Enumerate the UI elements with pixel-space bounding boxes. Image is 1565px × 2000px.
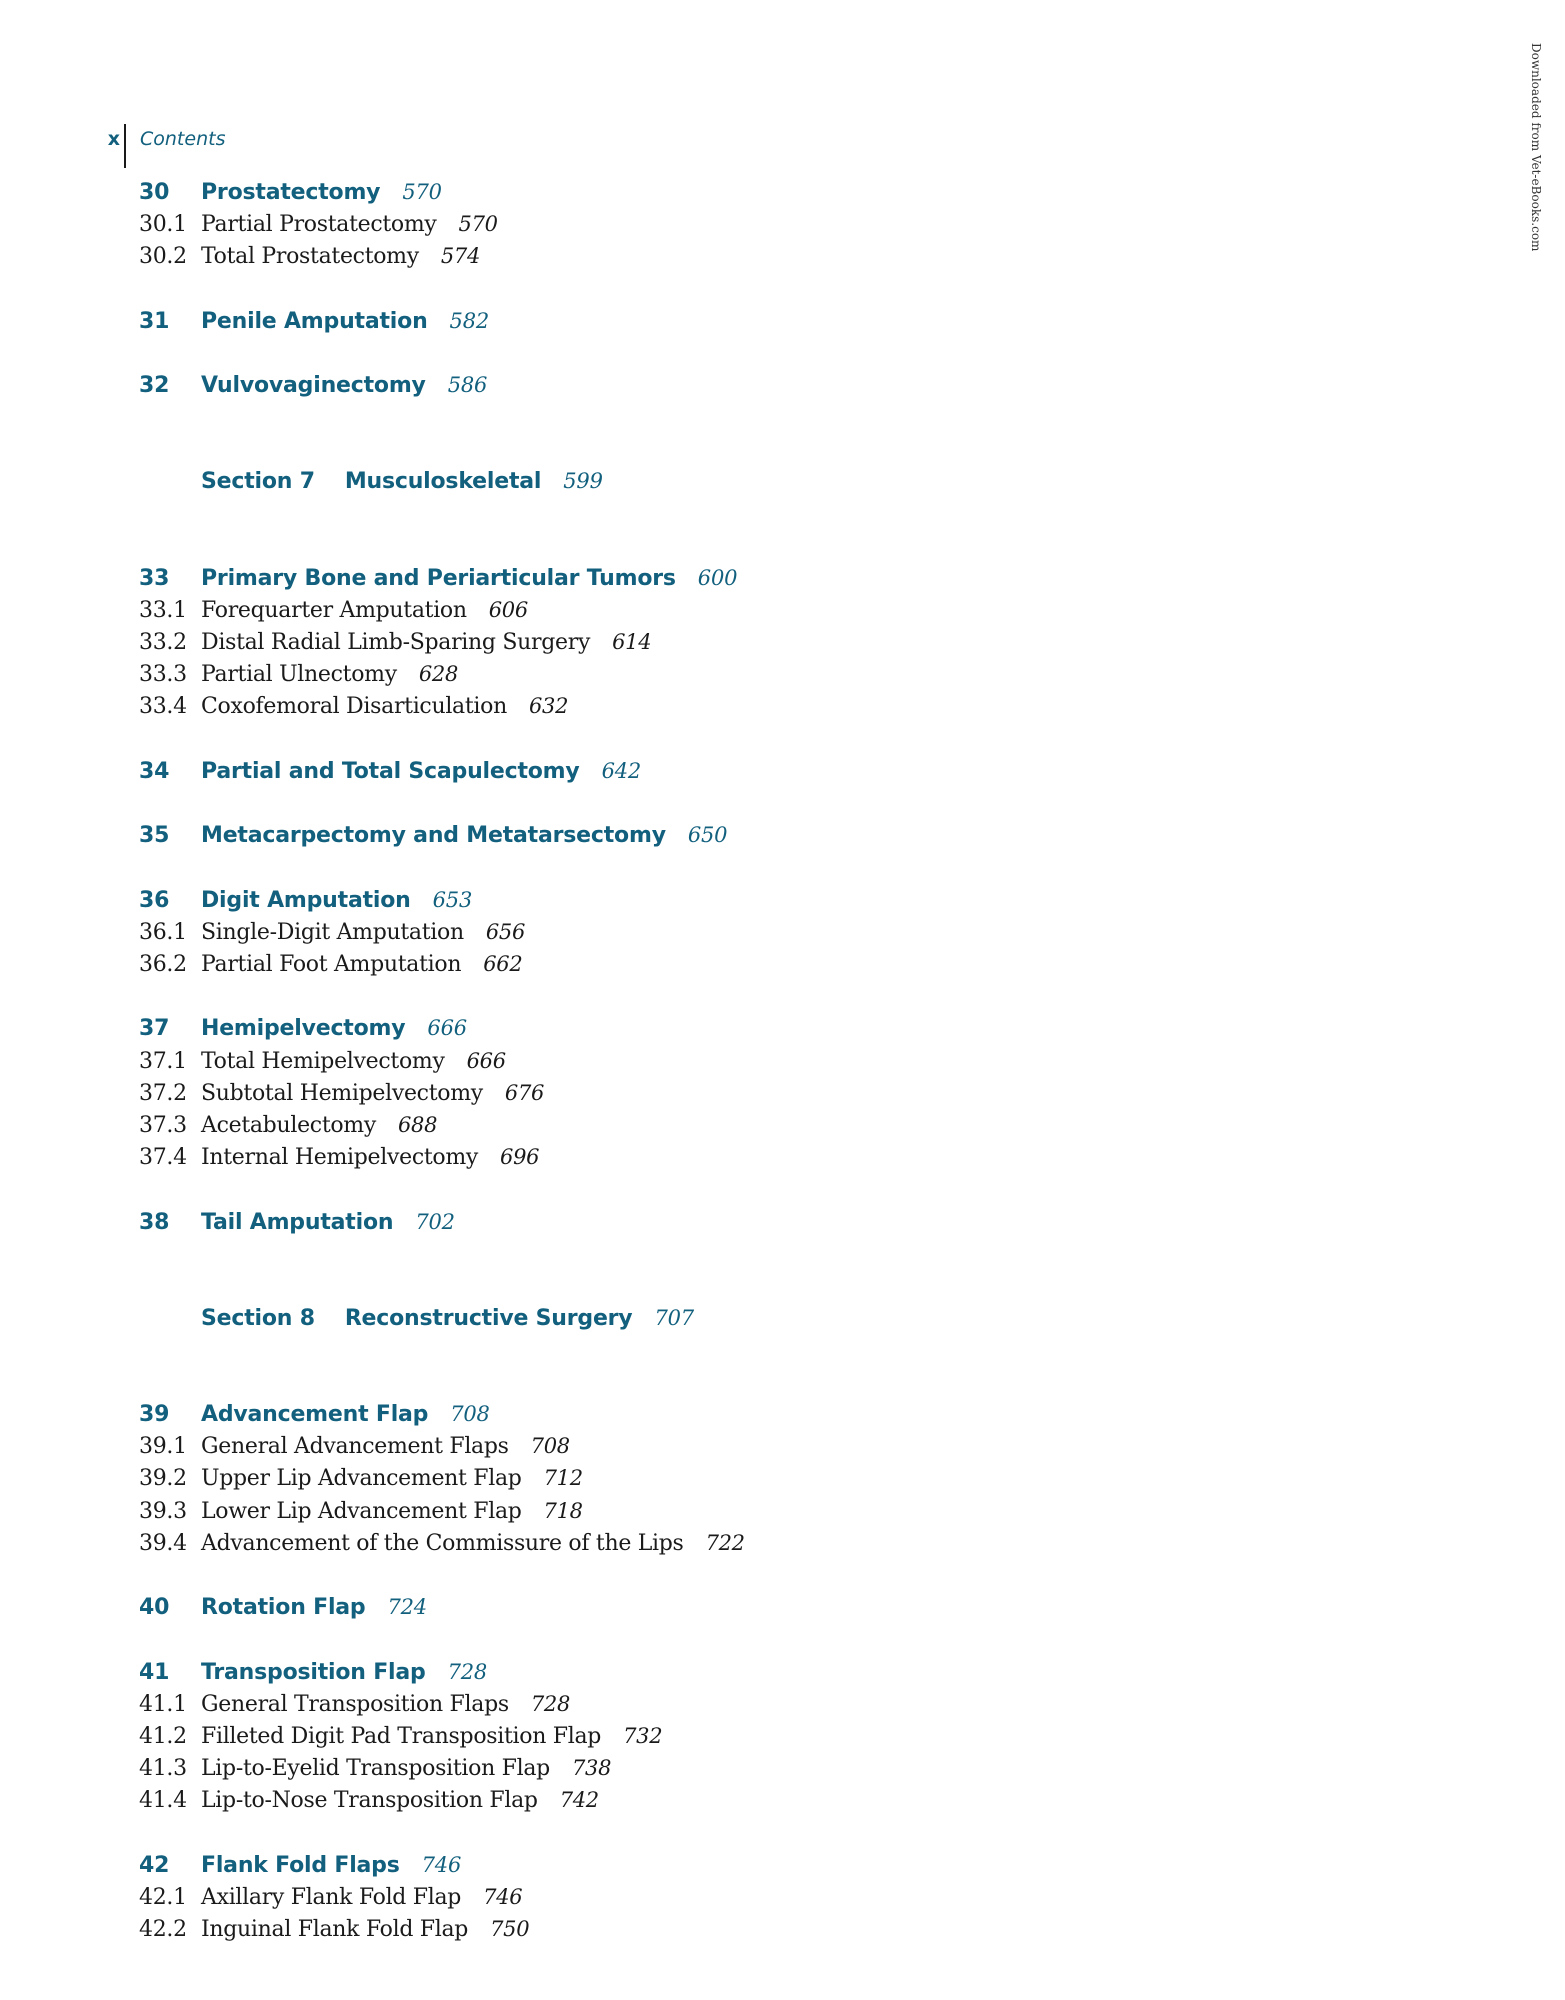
section-page-number: 707	[654, 1305, 694, 1330]
subsection-page-number: 666	[466, 1048, 506, 1073]
subsection-title: General Transposition Flaps	[201, 1691, 509, 1717]
chapter-number: 37	[139, 1016, 170, 1042]
chapter-number: 38	[139, 1209, 170, 1235]
chapter-number: 36	[139, 887, 170, 913]
subsection-page-number: 662	[483, 952, 523, 976]
section-label: Section 8	[201, 1305, 315, 1331]
subsection-number: 36.1	[139, 919, 187, 945]
subsection-title: Single-Digit Amputation	[201, 919, 464, 945]
subsection-number: 33.3	[139, 662, 187, 688]
chapter-page-number: 653	[432, 887, 473, 912]
chapter-title: Rotation Flap	[201, 1595, 366, 1621]
chapter-number: 42	[139, 1852, 170, 1878]
chapter-title: Prostatectomy	[201, 180, 381, 205]
subsection-page-number: 688	[398, 1113, 438, 1137]
section-heading	[201, 1306, 694, 1336]
chapter-title: Vulvovaginectomy	[201, 373, 426, 399]
subsection-page-number: 676	[504, 1080, 545, 1105]
section-title: Reconstructive Surgery	[344, 1305, 633, 1331]
subsection-page-number: 606	[488, 597, 528, 622]
chapter-number: 33	[139, 565, 170, 591]
chapter-title: Partial and Total Scapulectomy	[201, 758, 580, 784]
chapter-number: 35	[139, 823, 170, 849]
chapter-title: Metacarpectomy and Metatarsectomy	[201, 823, 666, 849]
subsection-number: 33.1	[139, 597, 187, 623]
chapter-title: Flank Fold Flaps	[201, 1852, 400, 1878]
subsection-page-number: 718	[543, 1498, 583, 1523]
chapter-page-number: 582	[449, 308, 490, 333]
section-heading	[201, 469, 603, 499]
subsection-title: Internal Hemipelvectomy	[201, 1145, 479, 1171]
subsection-number: 36.2	[139, 952, 187, 977]
section-label: Section 7	[201, 469, 315, 495]
subsection-number: 33.2	[139, 630, 187, 655]
section-title: Musculoskeletal	[344, 469, 542, 495]
chapter-page-number: 702	[415, 1209, 455, 1234]
subsection-page-number: 696	[500, 1145, 540, 1170]
subsection-number: 37.2	[139, 1080, 187, 1106]
running-head-page-number: x	[107, 128, 120, 150]
subsection-number: 41.4	[139, 1788, 187, 1814]
subsection-page-number: 570	[458, 212, 498, 237]
subsection-page-number: 708	[530, 1434, 570, 1459]
subsection-title: Partial Foot Amputation	[201, 952, 462, 977]
section-page-number: 599	[563, 469, 603, 494]
subsection-title: Distal Radial Limb-Sparing Surgery	[201, 630, 591, 655]
chapter-page-number: 724	[387, 1595, 427, 1620]
subsection-page-number: 750	[490, 1917, 530, 1942]
subsection-number: 30.2	[139, 244, 187, 270]
subsection-page-number: 746	[483, 1885, 523, 1909]
subsection-number: 42.1	[139, 1885, 187, 1910]
subsection-title: Lip-to-Nose Transposition Flap	[201, 1788, 538, 1814]
subsection-number: 39.3	[139, 1498, 187, 1524]
chapter-number: 41	[139, 1659, 170, 1685]
subsection-number: 39.2	[139, 1466, 187, 1492]
chapter-page-number: 600	[697, 565, 738, 590]
subsection-number: 37.3	[139, 1113, 187, 1138]
subsection-title: Acetabulectomy	[201, 1113, 376, 1138]
chapter-number: 30	[139, 180, 170, 205]
chapter-page-number: 650	[687, 823, 728, 848]
subsection-number: 30.1	[139, 212, 187, 238]
chapter-page-number: 642	[601, 758, 642, 783]
subsection-title: Lower Lip Advancement Flap	[201, 1498, 522, 1524]
chapter-title: Tail Amputation	[201, 1209, 394, 1235]
chapter-number: 34	[139, 758, 170, 784]
subsection-number: 41.2	[139, 1724, 187, 1749]
subsection-page-number: 614	[612, 630, 652, 654]
chapter-page-number: 746	[421, 1852, 462, 1877]
chapter-title: Primary Bone and Periarticular Tumors	[201, 565, 676, 591]
subsection-page-number: 574	[440, 244, 481, 269]
subsection-page-number: 738	[571, 1756, 612, 1781]
subsection-title: Partial Prostatectomy	[201, 212, 437, 238]
subsection-number: 37.1	[139, 1048, 187, 1074]
chapter-page-number: 708	[450, 1402, 490, 1426]
chapter-page-number: 666	[427, 1016, 467, 1041]
chapter-number: 40	[139, 1595, 170, 1621]
chapter-title: Advancement Flap	[201, 1402, 429, 1427]
subsection-title: Partial Ulnectomy	[201, 662, 397, 688]
download-watermark: Downloaded from Vet-eBooks.com	[1529, 43, 1543, 252]
subsection-page-number: 712	[543, 1466, 583, 1491]
subsection-number: 37.4	[139, 1145, 187, 1171]
subsection-number: 42.2	[139, 1917, 187, 1943]
subsection-page-number: 728	[530, 1691, 571, 1716]
chapter-title: Digit Amputation	[201, 887, 411, 913]
subsection-number: 41.1	[139, 1691, 187, 1717]
chapter-title: Transposition Flap	[201, 1659, 426, 1685]
subsection-title: Lip-to-Eyelid Transposition Flap	[201, 1756, 550, 1782]
subsection-page-number: 722	[705, 1530, 745, 1555]
subsection-title: Subtotal Hemipelvectomy	[201, 1080, 483, 1106]
subsection-number: 39.1	[139, 1434, 187, 1460]
subsection-page-number: 742	[559, 1788, 599, 1813]
subsection-title: Axillary Flank Fold Flap	[201, 1885, 462, 1910]
running-head-title: Contents	[140, 128, 226, 150]
chapter-page-number: 570	[402, 180, 442, 204]
chapter-number: 31	[139, 308, 170, 334]
chapter-number: 32	[139, 373, 170, 399]
subsection-title: Total Hemipelvectomy	[201, 1048, 445, 1074]
chapter-title: Hemipelvectomy	[201, 1016, 406, 1042]
subsection-title: Total Prostatectomy	[201, 244, 419, 270]
subsection-title: Advancement of the Commissure of the Lips	[201, 1530, 684, 1556]
running-head-divider	[124, 124, 126, 168]
subsection-page-number: 656	[485, 919, 526, 944]
chapter-number: 39	[139, 1402, 170, 1427]
subsection-page-number: 628	[418, 662, 459, 687]
subsection-title: Coxofemoral Disarticulation	[201, 694, 507, 720]
chapter-page-number: 586	[447, 373, 488, 398]
chapter-page-number: 728	[447, 1659, 488, 1684]
chapter-title: Penile Amputation	[201, 308, 428, 334]
subsection-title: Upper Lip Advancement Flap	[201, 1466, 522, 1492]
subsection-title: Forequarter Amputation	[201, 597, 467, 623]
subsection-page-number: 732	[623, 1724, 663, 1748]
subsection-number: 39.4	[139, 1530, 187, 1556]
subsection-number: 33.4	[139, 694, 187, 720]
subsection-page-number: 632	[528, 694, 569, 719]
subsection-title: General Advancement Flaps	[201, 1434, 509, 1460]
subsection-number: 41.3	[139, 1756, 187, 1782]
subsection-title: Inguinal Flank Fold Flap	[201, 1917, 469, 1943]
subsection-title: Filleted Digit Pad Transposition Flap	[201, 1724, 602, 1749]
